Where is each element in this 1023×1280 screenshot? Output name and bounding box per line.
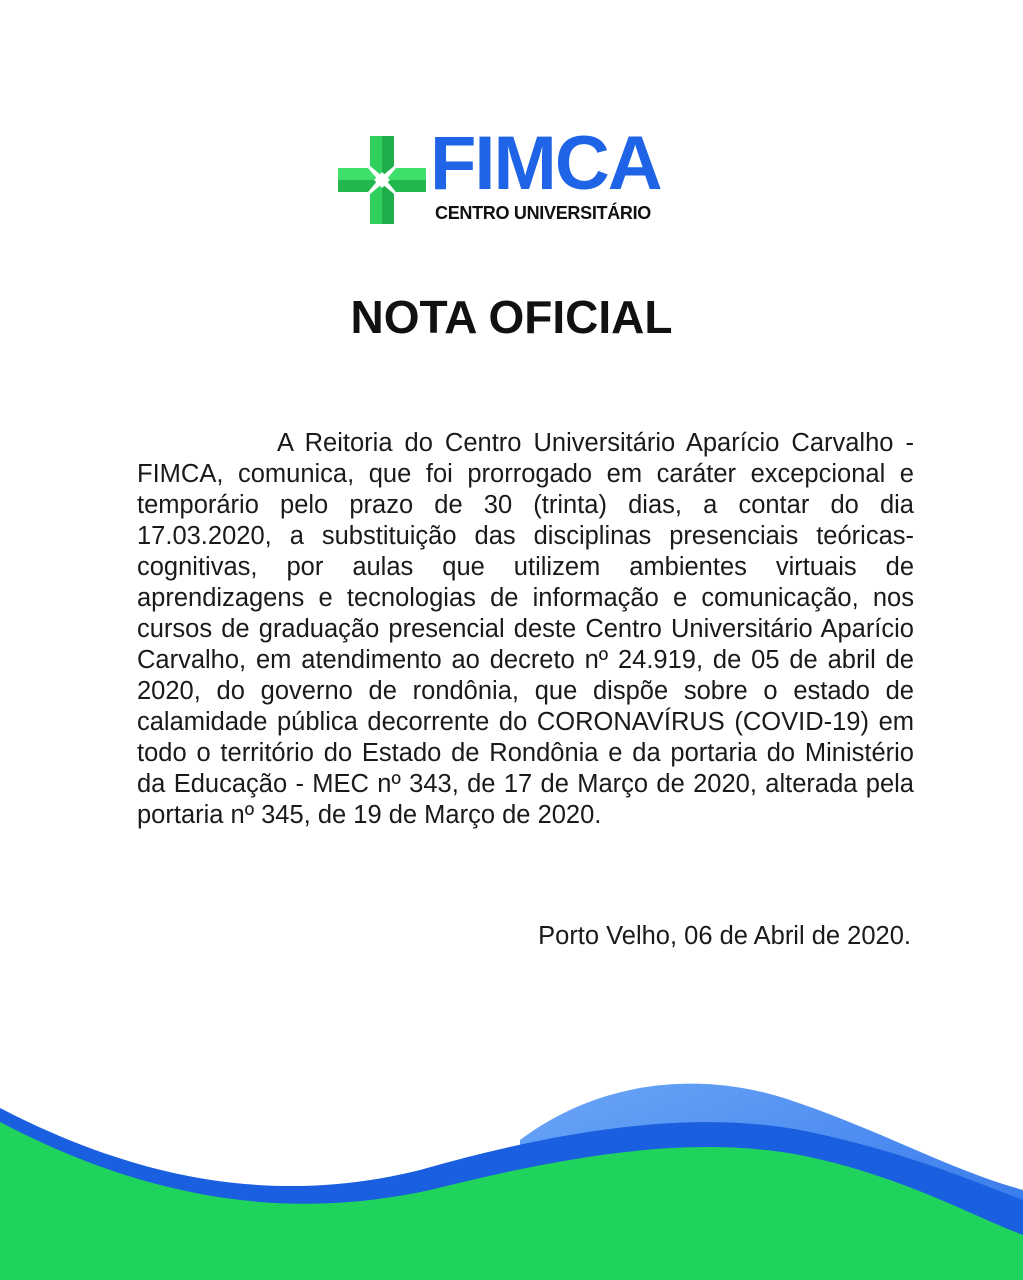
- logo-subtitle: CENTRO UNIVERSITÁRIO: [435, 203, 652, 223]
- logo-wordmark: FIMCA: [430, 121, 661, 206]
- footer-wave-decoration: [0, 1060, 1023, 1280]
- page-title: NOTA OFICIAL: [350, 291, 673, 343]
- medical-cross-icon: [334, 132, 430, 228]
- fimca-logo: [334, 121, 694, 228]
- signature-date: Porto Velho, 06 de Abril de 2020.: [538, 922, 911, 950]
- notice-body: A Reitoria do Centro Universitário Aparício Carvalho - FIMCA, comunica, que foi prorrogado em caráter excepcional e temporário pelo prazo de 30 (trinta) dias, a contar do dia 17.03.2020, a substituição das disciplinas presenciais teóricas-cognitivas, por aulas que utilizem ambientes virtuais de aprendizagens e tecnologias de informação e comunicação, nos cursos de graduação presencial deste Centro Universitário Aparício Carvalho, em atendimento ao decreto nº 24.919, de 05 de abril de 2020, do governo de rondônia, que dispõe sobre o estado de calamidade pública decorrente do CORONAVÍRUS (COVID-19) em todo o território do Estado de Rondônia e da portaria do Ministério da Educação - MEC nº 343, de 17 de Março de 2020, alterada pela portaria nº 345, de 19 de Março de 2020.: [137, 429, 914, 829]
